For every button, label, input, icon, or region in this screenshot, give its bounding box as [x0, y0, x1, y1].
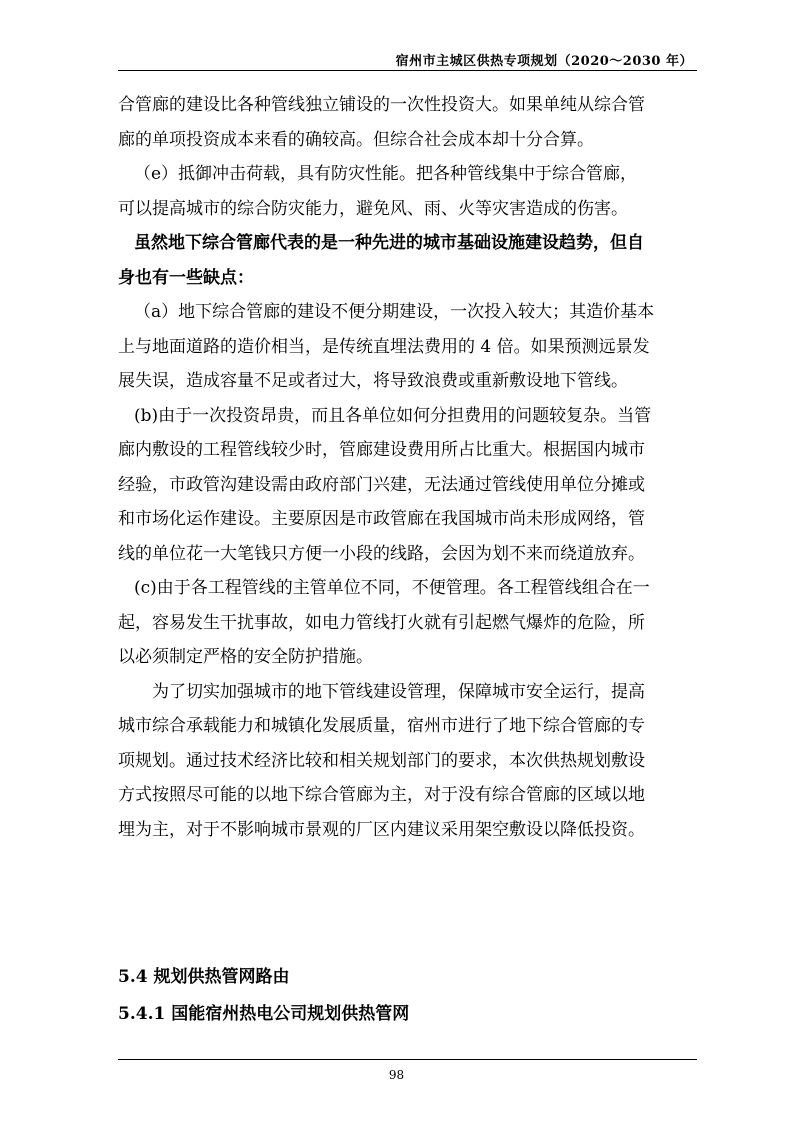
page-number: 98 — [388, 1068, 405, 1082]
paragraph-line: 方式按照尽可能的以地下综合管廊为主，对于没有综合管廊的区域以地 — [118, 785, 645, 805]
paragraph-line: 项规划。通过技术经济比较和相关规划部门的要求，本次供热规划敷设 — [118, 750, 645, 771]
paragraph-line: 廊的单项投资成本来看的确较高。但综合社会成本却十分合算。 — [118, 129, 594, 150]
paragraph-line: 廊内敷设的工程管线较少时，管廊建设费用所占比重大。根据国内城市 — [118, 440, 645, 460]
paragraph-line: 和市场化运作建设。主要原因是市政管廊在我国城市尚未形成网络，管 — [118, 509, 645, 529]
paragraph-line: (c)由于各工程管线的主管单位不同，不便管理。各工程管线组合在一 — [134, 578, 650, 598]
paragraph-line: 以必须制定严格的安全防护措施。 — [118, 647, 373, 667]
paragraph-line: 起，容易发生干扰事故，如电力管线打火就有引起燃气爆炸的危险，所 — [118, 612, 645, 633]
paragraph-line: （e）抵御冲击荷载，具有防灾性能。把各种管线集中于综合管廊， — [134, 164, 638, 184]
body-text — [118, 88, 696, 847]
running-header: 宿州市主城区供热专项规划（2020～2030 年） — [395, 54, 693, 69]
section-heading: 5.4 规划供热管网路由 — [118, 967, 290, 987]
paragraph-line: 城市综合承载能力和城镇化发展质量，宿州市进行了地下综合管廊的专 — [118, 716, 645, 736]
paragraph-line: 为了切实加强城市的地下管线建设管理，保障城市安全运行，提高 — [152, 681, 645, 702]
paragraph-line: 展失误，造成容量不足或者过大，将导致浪费或重新敷设地下管线。 — [118, 371, 628, 391]
paragraph-line: 上与地面道路的造价相当，是传统直埋法费用的 4 倍。如果预测远景发 — [118, 336, 650, 357]
header-divider — [118, 70, 697, 71]
footer-divider — [118, 1059, 697, 1060]
paragraph-line: 经验，市政管沟建设需由政府部门兴建，无法通过管线使用单位分摊或 — [118, 474, 645, 495]
bold-paragraph-line: 虽然地下综合管廊代表的是一种先进的城市基础设施建设趋势，但自 — [134, 233, 644, 253]
paragraph-line: 线的单位花一大笔钱只方便一小段的线路，会因为划不来而绕道放弃。 — [118, 543, 645, 564]
paragraph-line: （a）地下综合管廊的建设不便分期建设，一次投入较大；其造价基本 — [134, 302, 655, 322]
paragraph-line: (b)由于一次投资昂贵，而且各单位如何分担费用的问题较复杂。当管 — [134, 405, 652, 426]
paragraph-line: 可以提高城市的综合防灾能力，避免风、雨、火等灾害造成的伤害。 — [118, 198, 628, 219]
paragraph-line: 埋为主，对于不影响城市景观的厂区内建议采用架空敷设以降低投资。 — [118, 819, 645, 840]
bold-paragraph-line: 身也有一些缺点： — [118, 267, 254, 288]
subsection-heading: 5.4.1 国能宿州热电公司规划供热管网 — [118, 1004, 410, 1024]
paragraph-line: 合管廊的建设比各种管线独立铺设的一次性投资大。如果单纯从综合管 — [118, 95, 645, 115]
